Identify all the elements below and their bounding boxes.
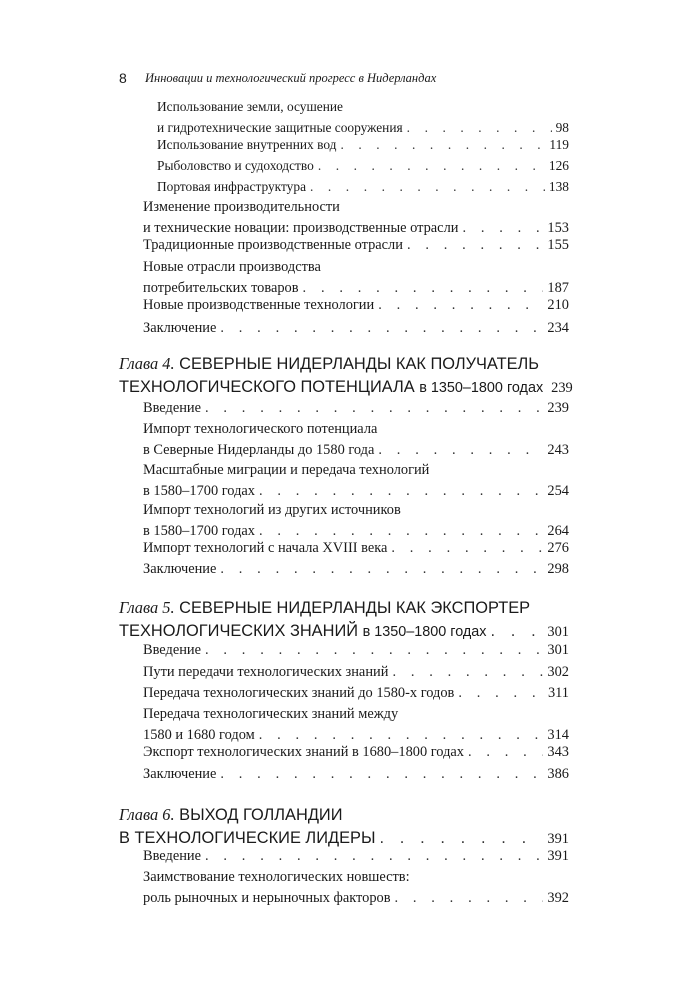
entry-title-line: роль рыночных и нерыночных факторов <box>143 890 391 906</box>
entry-title-line: и гидротехнические защитные сооружения <box>157 120 403 135</box>
entry-title-line: Портовая инфраструктура <box>157 179 307 194</box>
toc-entry[interactable] <box>143 559 569 580</box>
dot-leader <box>407 235 543 256</box>
toc-entry[interactable] <box>143 742 569 763</box>
toc-entry[interactable] <box>143 419 569 461</box>
toc-entry[interactable] <box>143 538 569 559</box>
dot-leader <box>220 764 543 785</box>
chapter-page-number: 239 <box>551 380 573 396</box>
entry-last-line <box>143 538 569 559</box>
toc-entry[interactable] <box>143 640 569 661</box>
dot-leader <box>220 318 543 339</box>
entry-title-line: Экспорт технологических знаний в 1680–1800 годах <box>143 744 464 760</box>
chapter-heading[interactable] <box>119 596 569 644</box>
chapter-title: ТЕХНОЛОГИЧЕСКОГО ПОТЕНЦИАЛА <box>119 378 415 396</box>
entry-page-number: 254 <box>547 483 569 499</box>
entry-page-number: 155 <box>547 237 569 253</box>
toc-entry[interactable] <box>143 197 569 239</box>
entry-last-line <box>143 888 569 909</box>
entry-last-line <box>143 742 569 763</box>
dot-leader <box>378 440 543 461</box>
entry-title-line: Заключение <box>143 766 217 782</box>
entry-page-number: 392 <box>547 890 569 906</box>
toc-entry[interactable] <box>143 764 569 785</box>
chapter-title: ТЕХНОЛОГИЧЕСКИХ ЗНАНИЙ <box>119 622 359 640</box>
entry-last-line <box>143 398 569 419</box>
entry-title-line: Введение <box>143 642 202 658</box>
chapter-label: Глава 5. <box>119 598 175 617</box>
entry-page-number: 210 <box>547 297 569 313</box>
entry-page-number: 243 <box>547 442 569 458</box>
dot-leader <box>378 295 543 316</box>
chapter-title: ВЫХОД ГОЛЛАНДИИ <box>179 806 343 824</box>
toc-entry[interactable] <box>143 257 569 299</box>
entry-page-number: 301 <box>547 642 569 658</box>
entry-page-number: 234 <box>547 320 569 336</box>
running-title: Инновации и технологический прогресс в Нидерландах <box>145 71 437 85</box>
entry-page-number: 302 <box>547 664 569 680</box>
entry-page-number: 138 <box>548 179 569 194</box>
dot-leader <box>310 176 545 197</box>
dot-leader <box>205 398 543 419</box>
toc-entry[interactable] <box>143 683 569 704</box>
dot-leader <box>392 662 543 683</box>
toc-entry[interactable] <box>143 460 569 502</box>
toc-entry[interactable] <box>143 318 569 339</box>
entry-last-line <box>143 481 569 502</box>
entry-title-line: Традиционные производственные отрасли <box>143 237 403 253</box>
dot-leader <box>259 481 543 502</box>
entry-page-number: 311 <box>547 685 569 701</box>
toc-entry[interactable] <box>143 846 569 867</box>
entry-page-number: 187 <box>547 280 569 296</box>
entry-page-number: 264 <box>547 523 569 539</box>
entry-last-line <box>143 440 569 461</box>
chapter-page-number: 391 <box>547 831 569 847</box>
entry-title-line: Рыболовство и судоходство <box>157 158 314 173</box>
entry-title-line: Заключение <box>143 320 217 336</box>
entry-last-line <box>157 134 569 155</box>
chapter-title-line <box>119 596 569 620</box>
entry-title-line: Новые отрасли производства <box>143 259 321 275</box>
chapter-period: в 1350–1800 годах <box>362 624 487 640</box>
toc-entry[interactable] <box>143 398 569 419</box>
entry-last-line <box>143 846 569 867</box>
entry-page-number: 126 <box>548 158 569 173</box>
dot-leader <box>205 846 543 867</box>
page-number: 8 <box>119 70 127 86</box>
chapter-period: в 1350–1800 годах <box>419 380 544 396</box>
entry-title-line: Использование земли, осушение <box>157 99 343 114</box>
entry-title-line: Заключение <box>143 561 217 577</box>
entry-title-line: Введение <box>143 400 202 416</box>
entry-title-line: Передача технологических знаний между <box>143 706 399 722</box>
entry-last-line <box>143 318 569 339</box>
entry-page-number: 343 <box>547 744 569 760</box>
entry-last-line <box>157 155 569 176</box>
entry-title-line: Импорт технологического потенциала <box>143 421 378 437</box>
entry-last-line <box>143 295 569 316</box>
entry-title-line: Масштабные миграции и передача технологий <box>143 462 430 478</box>
dot-leader <box>458 683 544 704</box>
entry-page-number: 239 <box>547 400 569 416</box>
entry-last-line <box>143 683 569 704</box>
chapter-title: СЕВЕРНЫЕ НИДЕРЛАНДЫ КАК ЭКСПОРТЕР <box>179 599 531 617</box>
chapter-title: СЕВЕРНЫЕ НИДЕРЛАНДЫ КАК ПОЛУЧАТЕЛЬ <box>179 355 540 373</box>
toc-entry[interactable] <box>143 662 569 683</box>
entry-last-line <box>143 662 569 683</box>
toc-entry[interactable] <box>143 704 569 746</box>
page-header <box>119 70 626 90</box>
entry-title-line: Новые производственные технологии <box>143 297 375 313</box>
chapter-title-last-line <box>119 376 573 400</box>
entry-last-line <box>143 640 569 661</box>
chapter-label: Глава 6. <box>119 805 175 824</box>
entry-page-number: 153 <box>547 220 569 236</box>
dot-leader <box>391 538 543 559</box>
toc-entry[interactable] <box>157 134 569 155</box>
entry-page-number: 314 <box>547 727 569 743</box>
chapter-title: В ТЕХНОЛОГИЧЕСКИЕ ЛИДЕРЫ <box>119 829 376 847</box>
entry-title-line: Изменение производительности <box>143 199 340 215</box>
chapter-title-line <box>119 803 569 827</box>
chapter-label: Глава 4. <box>119 354 175 373</box>
entry-title-line: и технические новации: производственные отрасли <box>143 220 459 236</box>
dot-leader <box>220 559 543 580</box>
chapter-page-number: 301 <box>547 624 569 640</box>
toc-entry[interactable] <box>157 155 569 176</box>
dot-leader <box>318 155 545 176</box>
entry-title-line: Пути передачи технологических знаний <box>143 664 389 680</box>
toc-entry[interactable] <box>143 295 569 316</box>
entry-last-line <box>157 176 569 197</box>
entry-title-line: Заимствование технологических новшеств: <box>143 869 410 885</box>
entry-title-line: Использование внутренних вод <box>157 137 337 152</box>
dot-leader <box>468 742 543 763</box>
toc-entry[interactable] <box>143 235 569 256</box>
entry-title-line: Введение <box>143 848 202 864</box>
entry-title-line: Импорт технологий с начала XVIII века <box>143 540 388 556</box>
entry-page-number: 276 <box>547 540 569 556</box>
entry-page-number: 298 <box>547 561 569 577</box>
entry-last-line <box>143 235 569 256</box>
entry-title-line: потребительских товаров <box>143 280 299 296</box>
dot-leader <box>395 888 544 909</box>
entry-last-line <box>143 559 569 580</box>
entry-title-line: 1580 и 1680 годом <box>143 727 255 743</box>
chapter-heading[interactable] <box>119 803 569 851</box>
entry-page-number: 98 <box>555 120 569 135</box>
toc-entry[interactable] <box>157 96 569 138</box>
chapter-heading[interactable] <box>119 352 573 400</box>
chapter-title-line <box>119 352 569 376</box>
entry-page-number: 386 <box>547 766 569 782</box>
toc-entry[interactable] <box>143 500 569 542</box>
entry-title-line: в Северные Нидерланды до 1580 года <box>143 442 375 458</box>
toc-entry[interactable] <box>143 867 569 909</box>
dot-leader <box>205 640 543 661</box>
entry-last-line <box>143 764 569 785</box>
entry-title-line: Передача технологических знаний до 1580-х годов <box>143 685 455 701</box>
toc-entry[interactable] <box>157 176 569 197</box>
entry-page-number: 391 <box>547 848 569 864</box>
entry-title-line: в 1580–1700 годах <box>143 523 255 539</box>
entry-title-line: Импорт технологий из других источников <box>143 502 401 518</box>
entry-page-number: 119 <box>549 137 569 152</box>
entry-title-line: в 1580–1700 годах <box>143 483 255 499</box>
dot-leader <box>340 134 545 155</box>
